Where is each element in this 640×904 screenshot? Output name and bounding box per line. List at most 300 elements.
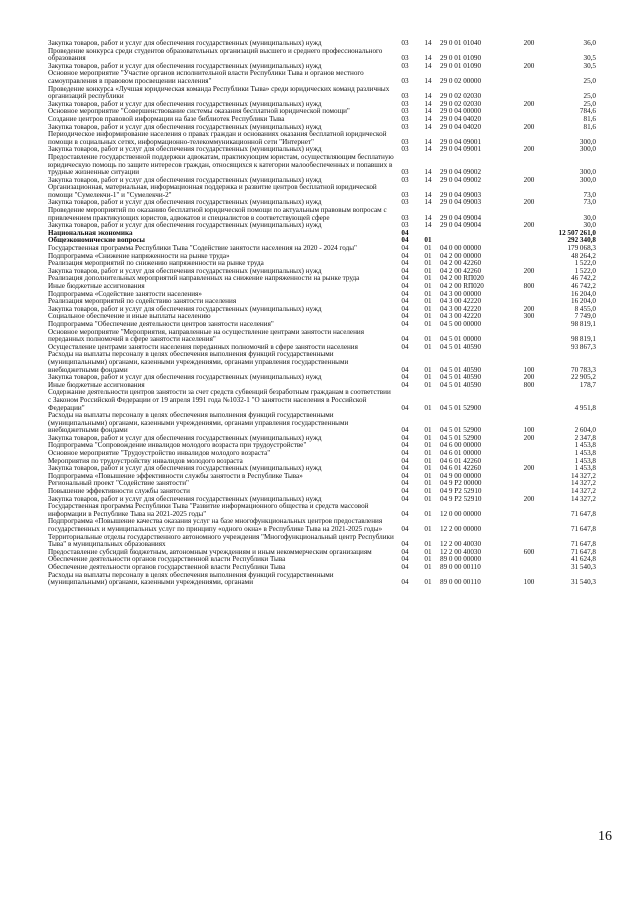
row-name: Расходы на выплаты персоналу в целях обеспечения выполнения функций государственными (муниципальными) органами, казенными учреждениями, органами управления государственными внебюджетными фондами — [48, 350, 349, 374]
row-expense-type: 200 — [523, 464, 535, 473]
row-expense-type — [514, 184, 544, 199]
row-target-article: 29 0 04 04020 — [440, 122, 482, 131]
row-section: 03 — [401, 198, 409, 207]
row-expense-type — [514, 564, 544, 572]
row-amount: 73,0 — [583, 198, 596, 207]
row-section: 04 — [401, 335, 409, 344]
row-expense-type: 200 — [523, 61, 535, 70]
row-target-article: 04 2 00 RП020 — [440, 274, 484, 283]
row-expense-type — [514, 442, 544, 450]
row-section: 04 — [401, 228, 409, 237]
row-target-article: 12 2 00 00000 — [440, 525, 482, 533]
table-row — [48, 412, 596, 435]
row-target-article: 04 5 01 52900 — [440, 433, 482, 442]
row-amount: 46 742,2 — [571, 282, 596, 290]
row-section: 03 — [401, 122, 409, 131]
row-subsection: 14 — [424, 122, 432, 131]
row-target-article: 29 0 04 09003 — [440, 198, 482, 207]
row-subsection: 01 — [424, 494, 432, 503]
row-expense-type — [514, 237, 544, 245]
row-name: Закупка товаров, работ и услуг для обеспечения государственных (муниципальных) нужд — [48, 61, 322, 70]
row-amount: 81,6 — [583, 122, 596, 131]
row-name: Национальная экономика — [48, 228, 133, 237]
row-section: 04 — [401, 433, 409, 442]
row-subsection: 01 — [424, 456, 432, 465]
row-amount: 71 647,8 — [571, 509, 596, 518]
row-amount: 1 453,8 — [574, 441, 596, 450]
row-expense-type: 200 — [523, 221, 535, 230]
row-amount: 73,0 — [583, 190, 596, 199]
row-target-article: 04 3 00 00000 — [440, 289, 482, 298]
row-target-article: 04 0 00 00000 — [440, 244, 482, 253]
row-expense-type: 200 — [523, 99, 535, 108]
row-subsection: 01 — [424, 555, 432, 564]
row-section: 04 — [401, 555, 409, 564]
row-expense-type: 800 — [523, 282, 535, 290]
row-target-article: 29 0 04 09001 — [440, 145, 482, 154]
row-amount: 31 540,3 — [571, 562, 596, 571]
table-row — [48, 534, 596, 549]
row-target-article: 29 0 04 09004 — [440, 221, 482, 230]
row-name: Закупка товаров, работ и услуг для обеспечения государственных (муниципальных) нужд — [48, 39, 322, 47]
row-subsection: 01 — [424, 403, 432, 412]
row-section: 03 — [401, 168, 409, 177]
row-target-article: 29 0 04 09004 — [440, 213, 482, 222]
row-section: 04 — [401, 373, 409, 382]
row-expense-type: 100 — [523, 365, 535, 374]
row-subsection: 01 — [424, 373, 432, 382]
row-section: 03 — [401, 61, 409, 70]
row-target-article: 04 3 00 42220 — [440, 297, 482, 306]
row-expense-type — [514, 473, 544, 481]
row-amount: 16 204,0 — [571, 297, 596, 306]
row-subsection: 01 — [424, 441, 432, 450]
row-name: Подпрограмма «Повышение качества оказания услуг на базе многофункциональных центров предоставления государственных и муниципальных услуг по принципу «одного окна» в Республике Тыва на 2021-2025 годы» — [48, 517, 383, 533]
row-target-article: 29 0 01 01090 — [440, 61, 482, 70]
row-target-article — [440, 230, 514, 238]
row-target-article: 29 0 01 01040 — [440, 39, 482, 47]
row-name: Территориальные отделы государственного автономного учреждения "Многофункциональный центр Республики Тыва" в муниципальных образованиях — [48, 532, 394, 549]
row-expense-type — [514, 70, 544, 85]
row-subsection: 01 — [424, 540, 432, 549]
row-section: 04 — [401, 525, 409, 533]
row-target-article: 04 9 P2 52910 — [440, 494, 482, 503]
row-name: Закупка товаров, работ и услуг для обеспечения государственных (муниципальных) нужд — [48, 175, 322, 184]
row-name: Мероприятия по трудоустройству инвалидов молодого возраста — [48, 456, 243, 465]
row-name: Государственная программа Республики Тыва "Развитие информационного общества и средств массовой информации в Республике Тыва на 2021-2025 годы" — [48, 502, 369, 518]
row-section: 03 — [401, 54, 409, 63]
row-expense-type: 600 — [523, 547, 535, 556]
row-name: Закупка товаров, работ и услуг для обеспечения государственных (муниципальных) нужд — [48, 145, 322, 154]
row-name: Основное мероприятие "Совершенствование системы оказания бесплатной юридической помощи" — [48, 107, 350, 116]
row-subsection: 01 — [424, 562, 432, 571]
row-target-article: 89 0 00 00110 — [440, 578, 481, 587]
row-subsection: 14 — [424, 61, 432, 70]
row-section: 03 — [401, 114, 409, 123]
table-row — [48, 48, 596, 63]
row-subsection: 01 — [424, 426, 432, 435]
row-section: 03 — [401, 92, 409, 101]
row-expense-type — [514, 230, 544, 238]
row-expense-type — [514, 245, 544, 253]
row-amount: 98 819,1 — [571, 319, 596, 328]
row-expense-type: 200 — [523, 494, 535, 503]
row-name: Государственная программа Республики Тыва "Содействие занятости населения на 2020 - 2024 годы" — [48, 244, 357, 253]
row-amount: 1 522,0 — [574, 266, 596, 275]
row-section: 03 — [401, 145, 409, 154]
row-section: 03 — [401, 76, 409, 85]
row-target-article: 29 0 04 04020 — [440, 114, 482, 123]
row-name: Закупка товаров, работ и услуг для обеспечения государственных (муниципальных) нужд — [48, 122, 322, 131]
row-subsection: 14 — [424, 39, 432, 47]
row-subsection: 14 — [424, 213, 432, 222]
row-amount: 98 819,1 — [571, 335, 596, 344]
row-section: 04 — [401, 441, 409, 450]
row-name: Подпрограмма «Содействие занятости населения» — [48, 289, 202, 298]
row-expense-type — [514, 518, 544, 533]
row-amount: 300,0 — [579, 145, 596, 154]
row-expense-type — [514, 534, 544, 549]
row-target-article: 89 0 00 00110 — [440, 562, 481, 571]
table-row — [48, 351, 596, 374]
row-section: 04 — [401, 259, 409, 268]
row-name: Обеспечение деятельности органов государственной власти Республики Тыва — [48, 562, 286, 571]
row-subsection: 14 — [424, 175, 432, 184]
row-amount: 25,0 — [583, 92, 596, 101]
row-target-article: 04 2 00 42260 — [440, 266, 482, 275]
row-expense-type: 200 — [523, 198, 535, 207]
row-target-article: 04 5 01 52900 — [440, 426, 482, 435]
row-amount: 1 453,8 — [574, 464, 596, 473]
row-target-article: 04 9 00 00000 — [440, 471, 482, 480]
row-subsection: 14 — [424, 92, 432, 101]
row-section: 04 — [401, 319, 409, 328]
row-amount: 71 647,8 — [571, 547, 596, 556]
row-name: Организационная, материальная, информационная поддержка и развитие центров бесплатной юридической помощи "Сумелекчи-1" и "Сумелекчи-2" — [48, 183, 377, 199]
row-section: 03 — [401, 213, 409, 222]
row-name: Закупка товаров, работ и услуг для обеспечения государственных (муниципальных) нужд — [48, 198, 322, 207]
row-target-article: 29 0 04 09003 — [440, 190, 482, 199]
row-name: Подпрограмма «Повышение эффективности службы занятости в Республике Тыва» — [48, 471, 303, 480]
row-amount: 70 783,3 — [571, 365, 596, 374]
row-subsection: 14 — [424, 107, 432, 116]
row-amount: 71 647,8 — [571, 525, 596, 533]
row-target-article: 29 0 04 09001 — [440, 137, 482, 146]
row-expense-type — [514, 86, 544, 101]
table-row — [48, 329, 596, 344]
row-amount: 81,6 — [583, 114, 596, 123]
row-subsection: 01 — [424, 479, 432, 488]
row-expense-type: 200 — [523, 175, 535, 184]
row-name: Содержание деятельности центров занятости за счет средств субвенций безработным гражданам в соответствии с Законом Российской Федерации от 19 апреля 1991 года №1032-1 "О занятости населения в Российской Федерации" — [48, 388, 391, 412]
row-name: Основное мероприятие "Трудоустройство инвалидов молодого возраста" — [48, 449, 271, 458]
row-section: 04 — [401, 312, 409, 321]
row-section: 03 — [401, 39, 409, 47]
row-amount: 12 507 261,0 — [558, 228, 596, 237]
row-expense-type — [514, 503, 544, 518]
row-target-article: 12 0 00 00000 — [440, 509, 482, 518]
row-name: Подпрограмма «Снижение напряженности на рынке труда» — [48, 251, 230, 260]
row-amount: 93 867,3 — [571, 342, 596, 351]
row-expense-type — [514, 556, 544, 564]
row-expense-type: 200 — [523, 433, 535, 442]
row-expense-type — [514, 480, 544, 488]
row-amount: 1 453,8 — [574, 449, 596, 458]
row-name: Повышение эффективности службы занятости — [48, 487, 190, 496]
row-amount: 300,0 — [579, 137, 596, 146]
row-subsection: 01 — [424, 525, 432, 533]
row-subsection: 01 — [424, 236, 432, 245]
row-target-article: 04 6 00 00000 — [440, 441, 482, 450]
row-target-article: 29 0 04 00000 — [440, 107, 482, 116]
row-amount: 179 068,3 — [567, 244, 596, 253]
row-section: 04 — [401, 403, 409, 412]
table-row — [48, 518, 596, 533]
row-expense-type: 100 — [523, 426, 535, 435]
row-subsection: 01 — [424, 312, 432, 321]
row-amount: 16 204,0 — [571, 289, 596, 298]
row-target-article: 04 3 00 42220 — [440, 312, 482, 321]
row-name: Проведение конкурса среди студентов образовательных организаций высшего и среднего профессионального образования — [48, 46, 383, 63]
row-name: Предоставление субсидий бюджетным, автономным учреждениям и иным некоммерческим организациям — [48, 547, 372, 556]
row-expense-type: 300 — [523, 312, 535, 321]
row-amount: 7 749,0 — [574, 312, 596, 321]
row-name: Реализация дополнительных мероприятий направленных на снижение напряженности на рынке труда — [48, 274, 360, 283]
row-name: Основное мероприятие "Мероприятия, направленные на осуществление центрами занятости населения переданных полномочий в сфере занятости населения" — [48, 327, 365, 344]
row-name: Закупка товаров, работ и услуг для обеспечения государственных (муниципальных) нужд — [48, 99, 322, 108]
row-name: Проведение мероприятий по оказанию бесплатной юридической помощи по актуальным правовым вопросам с привлечением практикующих юристов, адвокатов и специалистов в соответствующей сфере — [48, 206, 387, 222]
row-subsection: 01 — [424, 471, 432, 480]
row-name: Создание центров правовой информации на базе библиотек Республики Тыва — [48, 114, 285, 123]
row-target-article: 04 5 00 00000 — [440, 319, 482, 328]
row-target-article: 04 6 01 00000 — [440, 449, 482, 458]
budget-table — [48, 40, 596, 587]
row-section: 03 — [401, 175, 409, 184]
row-subsection: 01 — [424, 578, 432, 587]
row-section: 04 — [401, 274, 409, 283]
row-subsection: 14 — [424, 137, 432, 146]
row-target-article: 29 0 01 01090 — [440, 54, 482, 63]
row-name: Закупка товаров, работ и услуг для обеспечения государственных (муниципальных) нужд — [48, 464, 322, 473]
row-subsection: 14 — [424, 54, 432, 63]
row-amount: 1 522,0 — [574, 259, 596, 268]
row-expense-type — [514, 389, 544, 412]
row-section: 04 — [401, 304, 409, 313]
row-section: 04 — [401, 509, 409, 518]
page-number: 16 — [598, 829, 612, 844]
row-name: Социальное обеспечение и иные выплаты населению — [48, 312, 211, 321]
row-target-article: 89 0 00 00000 — [440, 555, 482, 564]
row-section: 04 — [401, 471, 409, 480]
row-amount: 30,0 — [583, 213, 596, 222]
row-amount: 71 647,8 — [571, 540, 596, 549]
row-target-article: 04 2 00 42260 — [440, 259, 482, 268]
row-expense-type — [514, 154, 544, 177]
row-subsection: 01 — [424, 335, 432, 344]
row-amount: 22 905,2 — [571, 373, 596, 382]
row-subsection: 01 — [424, 266, 432, 275]
row-section: 04 — [401, 251, 409, 260]
row-name: Периодическое информирование населения о правах граждан и основаниях оказания бесплатной юридической помощи в социальных сетях, информационно-телекоммуникационной сети "Интернет" — [48, 130, 387, 146]
row-section: 04 — [401, 244, 409, 253]
row-target-article: 04 3 00 42220 — [440, 304, 482, 313]
row-section: 04 — [401, 342, 409, 351]
row-subsection: 14 — [424, 221, 432, 230]
row-expense-type — [514, 450, 544, 458]
row-subsection: 01 — [424, 487, 432, 496]
row-subsection: 14 — [424, 145, 432, 154]
row-amount: 14 327,2 — [571, 479, 596, 488]
row-subsection: 01 — [424, 259, 432, 268]
row-amount: 300,0 — [579, 168, 596, 177]
row-expense-type — [514, 329, 544, 344]
row-section: 04 — [401, 282, 409, 290]
row-section: 04 — [401, 266, 409, 275]
row-amount: 292 340,8 — [567, 236, 596, 245]
row-expense-type — [514, 48, 544, 63]
row-section: 04 — [401, 547, 409, 556]
row-amount: 8 455,0 — [574, 304, 596, 313]
row-section: 04 — [401, 479, 409, 488]
row-subsection: 01 — [424, 547, 432, 556]
row-name: Закупка товаров, работ и услуг для обеспечения государственных (муниципальных) нужд — [48, 373, 322, 382]
row-expense-type: 200 — [523, 266, 535, 275]
row-section: 04 — [401, 494, 409, 503]
row-target-article: 29 0 02 02030 — [440, 92, 482, 101]
row-section: 04 — [401, 487, 409, 496]
row-subsection: 01 — [424, 449, 432, 458]
row-amount: 4 951,8 — [574, 403, 596, 412]
row-subsection: 01 — [424, 509, 432, 518]
row-section: 04 — [401, 464, 409, 473]
row-expense-type: 200 — [523, 373, 535, 382]
row-amount: 25,0 — [583, 76, 596, 85]
row-subsection: 14 — [424, 76, 432, 85]
row-target-article: 04 6 01 42260 — [440, 464, 482, 473]
row-section: 03 — [401, 221, 409, 230]
row-expense-type: 100 — [523, 578, 535, 587]
row-target-article: 04 5 01 40590 — [440, 365, 482, 374]
row-expense-type — [514, 344, 544, 352]
row-expense-type — [514, 321, 544, 329]
row-name: Расходы на выплаты персоналу в целях обеспечения выполнения функций государственными (муниципальными) органами, казенными учреждениями, органами — [48, 570, 334, 587]
row-amount: 784,6 — [579, 107, 596, 116]
row-name: Подпрограмма "Сопровождение инвалидов молодого возраста при трудоустройстве" — [48, 441, 307, 450]
row-target-article: 12 2 00 40030 — [440, 547, 482, 556]
row-section: 04 — [401, 562, 409, 571]
row-amount: 25,0 — [583, 99, 596, 108]
row-subsection: 01 — [424, 289, 432, 298]
row-name: Закупка товаров, работ и услуг для обеспечения государственных (муниципальных) нужд — [48, 494, 322, 503]
row-amount: 178,7 — [579, 380, 596, 389]
row-target-article: 04 5 01 00000 — [440, 335, 482, 344]
row-target-article: 04 5 01 40590 — [440, 380, 482, 389]
row-subsection: 14 — [424, 190, 432, 199]
row-name: Закупка товаров, работ и услуг для обеспечения государственных (муниципальных) нужд — [48, 266, 322, 275]
row-expense-type — [514, 108, 544, 116]
row-subsection: 14 — [424, 99, 432, 108]
row-name: Закупка товаров, работ и услуг для обеспечения государственных (муниципальных) нужд — [48, 304, 322, 313]
row-subsection: 01 — [424, 342, 432, 351]
row-target-article: 29 0 02 02030 — [440, 99, 482, 108]
row-target-article: 29 0 02 00000 — [440, 76, 482, 85]
row-name: Реализация мероприятий по снижению напряженности на рынке труда — [48, 259, 264, 268]
row-target-article: 04 5 01 40590 — [440, 373, 482, 382]
table-row — [48, 207, 596, 222]
row-target-article: 04 5 01 52900 — [440, 403, 482, 412]
row-expense-type: 200 — [523, 39, 535, 47]
row-target-article: 04 6 01 42260 — [440, 456, 482, 465]
row-expense-type: 200 — [523, 122, 535, 131]
row-amount: 14 327,2 — [571, 494, 596, 503]
row-name: Предоставление государственной поддержки адвокатам, практикующим юристам, осуществляющим бесплатную юридическую помощь по защите интересов граждан, относящихся к категории малообеспеченных и попавших в трудные жизненные ситуации — [48, 152, 394, 177]
row-subsection: 14 — [424, 114, 432, 123]
row-name: Общеэкономические вопросы — [48, 236, 145, 245]
row-amount: 30,0 — [583, 221, 596, 230]
row-section: 04 — [401, 380, 409, 389]
row-section: 04 — [401, 456, 409, 465]
row-section: 04 — [401, 297, 409, 306]
row-name: Региональный проект "Содействие занятости" — [48, 479, 189, 488]
row-name: Реализация мероприятий по содействию занятости населения — [48, 297, 237, 306]
table-row — [48, 503, 596, 518]
row-section: 03 — [401, 137, 409, 146]
row-name: Иные бюджетные ассигнования — [48, 380, 145, 389]
row-name: Иные бюджетные ассигнования — [48, 282, 145, 290]
row-section: 03 — [401, 190, 409, 199]
row-target-article: 29 0 04 09002 — [440, 175, 482, 184]
row-subsection: 14 — [424, 168, 432, 177]
row-subsection: 01 — [424, 297, 432, 306]
row-expense-type: 200 — [523, 145, 535, 154]
row-subsection: 01 — [424, 380, 432, 389]
row-target-article: 12 2 00 40030 — [440, 540, 482, 549]
row-subsection: 01 — [424, 464, 432, 473]
budget-table-body — [48, 40, 596, 587]
row-amount: 30,5 — [583, 54, 596, 63]
row-target-article: 04 9 P2 52910 — [440, 487, 482, 496]
row-subsection: 01 — [424, 282, 432, 290]
row-section: 04 — [401, 236, 409, 245]
row-expense-type — [514, 207, 544, 222]
row-section: 04 — [401, 578, 409, 587]
row-amount: 300,0 — [579, 175, 596, 184]
row-name: Осуществление центрами занятости населения переданных полномочий в сфере занятости населения — [48, 342, 358, 351]
row-name: Проведение конкурса «Лучшая юридическая команда Республики Тыва» среди юридических команд различных организаций республики — [48, 84, 390, 101]
row-subsection: 01 — [424, 304, 432, 313]
table-row — [48, 572, 596, 587]
row-amount: 48 264,2 — [571, 251, 596, 260]
row-amount: 14 327,2 — [571, 471, 596, 480]
row-subsection: 01 — [424, 251, 432, 260]
row-amount: 31 540,3 — [571, 578, 596, 587]
row-subsection: 14 — [424, 198, 432, 207]
row-target-article: 29 0 04 09002 — [440, 168, 482, 177]
row-amount: 2 604,0 — [574, 426, 596, 435]
table-row — [48, 184, 596, 199]
row-section: 04 — [401, 449, 409, 458]
row-amount: 36,0 — [583, 39, 596, 47]
row-target-article: 04 5 01 40590 — [440, 342, 482, 351]
row-amount: 2 347,8 — [574, 433, 596, 442]
row-name: Обеспечение деятельности органов государственной власти Республики Тыва — [48, 555, 286, 564]
row-amount: 41 624,8 — [571, 555, 596, 564]
row-expense-type: 200 — [523, 304, 535, 313]
row-section: 03 — [401, 107, 409, 116]
row-amount: 46 742,2 — [571, 274, 596, 283]
row-target-article: 04 9 P2 00000 — [440, 479, 482, 488]
table-row — [48, 389, 596, 412]
